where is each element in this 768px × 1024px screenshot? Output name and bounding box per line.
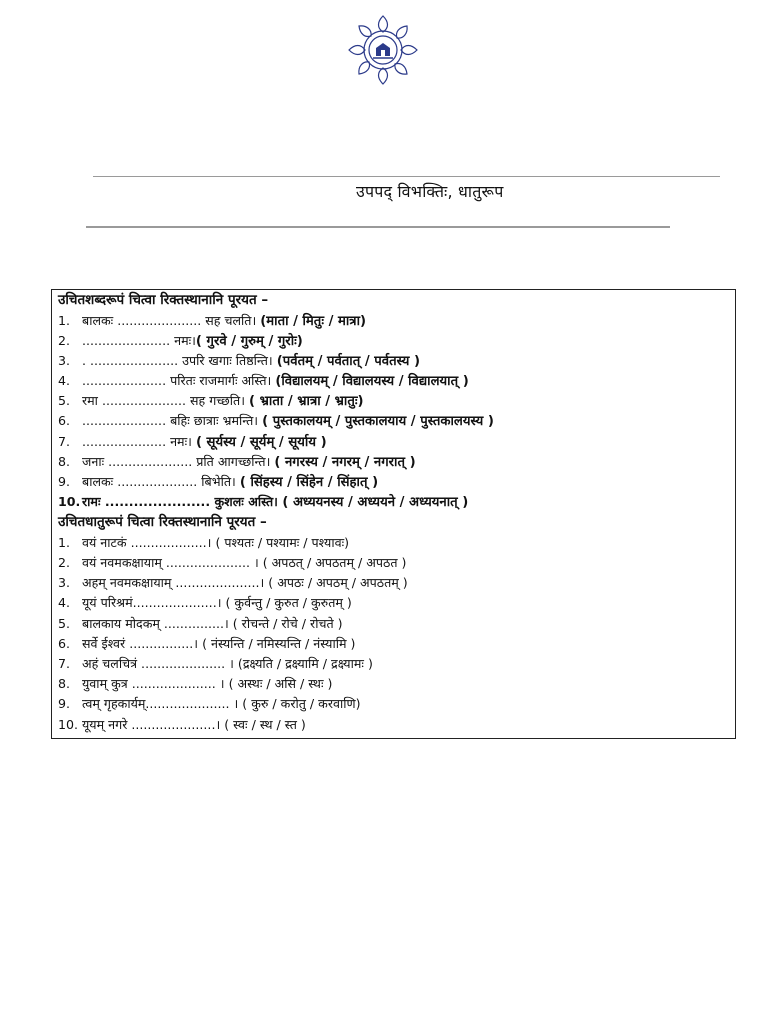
item-number: 4. — [58, 595, 71, 611]
top-divider — [93, 176, 720, 177]
exercise-row — [58, 371, 735, 391]
item-options: ( अध्ययनस्य / अध्ययने / अध्ययनात् ) — [282, 495, 469, 511]
item-options: ( अस्थः / असि / स्थः ) — [228, 676, 333, 692]
exercise-row — [58, 593, 735, 613]
school-emblem-logo — [345, 12, 421, 88]
exercise-row — [58, 654, 735, 674]
item-sentence: रमा ..................... सह गच्छति। — [82, 393, 245, 409]
item-options: ( सिंहस्य / सिंहेन / सिंहात् ) — [239, 475, 379, 490]
item-number: 3. — [58, 575, 71, 591]
item-number: 8. — [58, 676, 71, 692]
item-options: ( अपठत् / अपठतम् / अपठत ) — [262, 555, 407, 571]
item-options: (माता / मितुः / मात्रा) — [260, 313, 367, 329]
exercise-row — [58, 573, 735, 593]
item-options: ( पुस्तकालयम् / पुस्तकालयाय / पुस्तकालयस्य ) — [262, 414, 494, 430]
item-options: ( कुरु / करोतु / करवाणि) — [242, 696, 361, 712]
exercise-row — [58, 614, 735, 634]
exercise-row — [58, 472, 735, 492]
item-options: ( पश्यतः / पश्यामः / पश्यावः) — [215, 534, 350, 550]
item-number: 9. — [58, 696, 71, 712]
item-number: 2. — [58, 555, 71, 571]
item-options: ( स्वः / स्थ / स्त ) — [224, 716, 306, 732]
item-options: ( भ्राता / भ्रात्रा / भ्रातुः) — [249, 394, 364, 410]
item-options: ( कुर्वन्तु / कुरुत / कुरुतम् ) — [225, 595, 352, 611]
item-sentence: सर्वे ईश्वरं ................। — [82, 635, 199, 651]
item-number: 4. — [58, 373, 71, 389]
item-sentence: रामः ...................... कुशलः अस्ति। — [82, 494, 278, 510]
item-sentence: ..................... नमः। — [82, 433, 192, 449]
exercise-row — [58, 674, 735, 694]
item-options: ( रोचन्ते / रोचे / रोचते ) — [232, 615, 343, 631]
item-number: 9. — [58, 474, 71, 489]
item-number: 6. — [58, 635, 71, 651]
item-sentence: वयं नाटकं ...................। — [82, 534, 212, 550]
item-sentence: जनाः ..................... प्रति आगच्छन्ति। — [82, 453, 271, 469]
item-sentence: ...................... नमः। — [82, 332, 196, 348]
item-number: 10. — [58, 494, 81, 510]
item-options: ( अपठः / अपठम् / अपठतम् ) — [268, 575, 408, 591]
exercise-row — [58, 715, 735, 735]
item-sentence: बालकाय मोदकम् ...............। — [82, 615, 229, 631]
exercise-row — [58, 452, 735, 472]
item-sentence: युवाम् कुत्र ..................... । — [82, 676, 225, 692]
item-number: 5. — [58, 615, 71, 631]
exercise-row — [58, 553, 735, 573]
item-options: ( नंस्यन्ति / नमिस्यन्ति / नंस्यामि ) — [202, 635, 356, 651]
exercise-row — [58, 533, 735, 553]
item-sentence: अहं चलचित्रं ..................... । — [82, 656, 234, 671]
item-number: 5. — [58, 393, 71, 409]
item-sentence: यूयम् नगरे .....................। — [82, 716, 221, 732]
worksheet-title: उपपद् विभक्तिः, धातुरूप — [356, 182, 504, 201]
item-options: ( नगरस्य / नगरम् / नगरात् ) — [274, 454, 416, 470]
item-number: 1. — [58, 534, 71, 550]
item-sentence: वयं नवमकक्षायाम् ..................... । — [82, 555, 259, 571]
item-sentence: ..................... बहिः छात्राः भ्रमन्ति। — [82, 413, 259, 429]
item-sentence: त्वम् गृहकार्यम्..................... । — [82, 696, 239, 712]
item-sentence: ..................... परितः राजमार्गः अस्ति। — [82, 373, 272, 389]
lotus-emblem-icon — [345, 12, 421, 88]
exercise-row — [58, 331, 735, 351]
title-underline-divider — [86, 226, 670, 228]
exercise-row — [58, 634, 735, 654]
item-sentence: बालकः .................... बिभेति। — [82, 474, 236, 489]
exercise-row — [58, 694, 735, 714]
item-sentence: . ...................... उपरि खगाः तिष्ठन्ति। — [82, 352, 273, 368]
section2-heading: उचितधातुरूपं चित्वा रिक्तस्थानानि पूरयत – — [58, 514, 267, 531]
item-options: (द्रक्ष्यति / द्रक्ष्यामि / द्रक्ष्यामः ) — [237, 656, 373, 671]
item-number: 2. — [58, 332, 71, 348]
item-options: (विद्यालयम् / विद्यालयस्य / विद्यालयात् ) — [275, 374, 469, 390]
item-options: ( गुरवे / गुरुम् / गुरोः) — [195, 333, 303, 349]
exercise-row — [58, 351, 735, 371]
item-number: 7. — [58, 656, 71, 671]
item-number: 6. — [58, 413, 71, 429]
item-sentence: बालकः ..................... सह चलति। — [82, 312, 257, 328]
exercise-row — [58, 411, 735, 431]
item-number: 3. — [58, 352, 71, 368]
section1-heading: उचितशब्दरूपं चित्वा रिक्तस्थानानि पूरयत – — [58, 292, 269, 308]
exercise-box — [51, 289, 736, 739]
item-options: (पर्वतम् / पर्वतात् / पर्वतस्य ) — [276, 353, 420, 369]
exercise-row — [58, 311, 735, 331]
exercise-row — [58, 391, 735, 411]
item-number: 1. — [58, 312, 71, 328]
item-number: 10. — [58, 716, 79, 732]
item-sentence: यूयं परिश्रमं.....................। — [82, 595, 222, 611]
item-options: ( सूर्यस्य / सूर्यम् / सूर्याय ) — [195, 434, 327, 450]
item-number: 8. — [58, 453, 71, 469]
item-sentence: अहम् नवमकक्षायाम् .....................। — [82, 575, 265, 591]
exercise-row — [58, 492, 735, 512]
item-number: 7. — [58, 433, 71, 449]
exercise-row — [58, 432, 735, 452]
